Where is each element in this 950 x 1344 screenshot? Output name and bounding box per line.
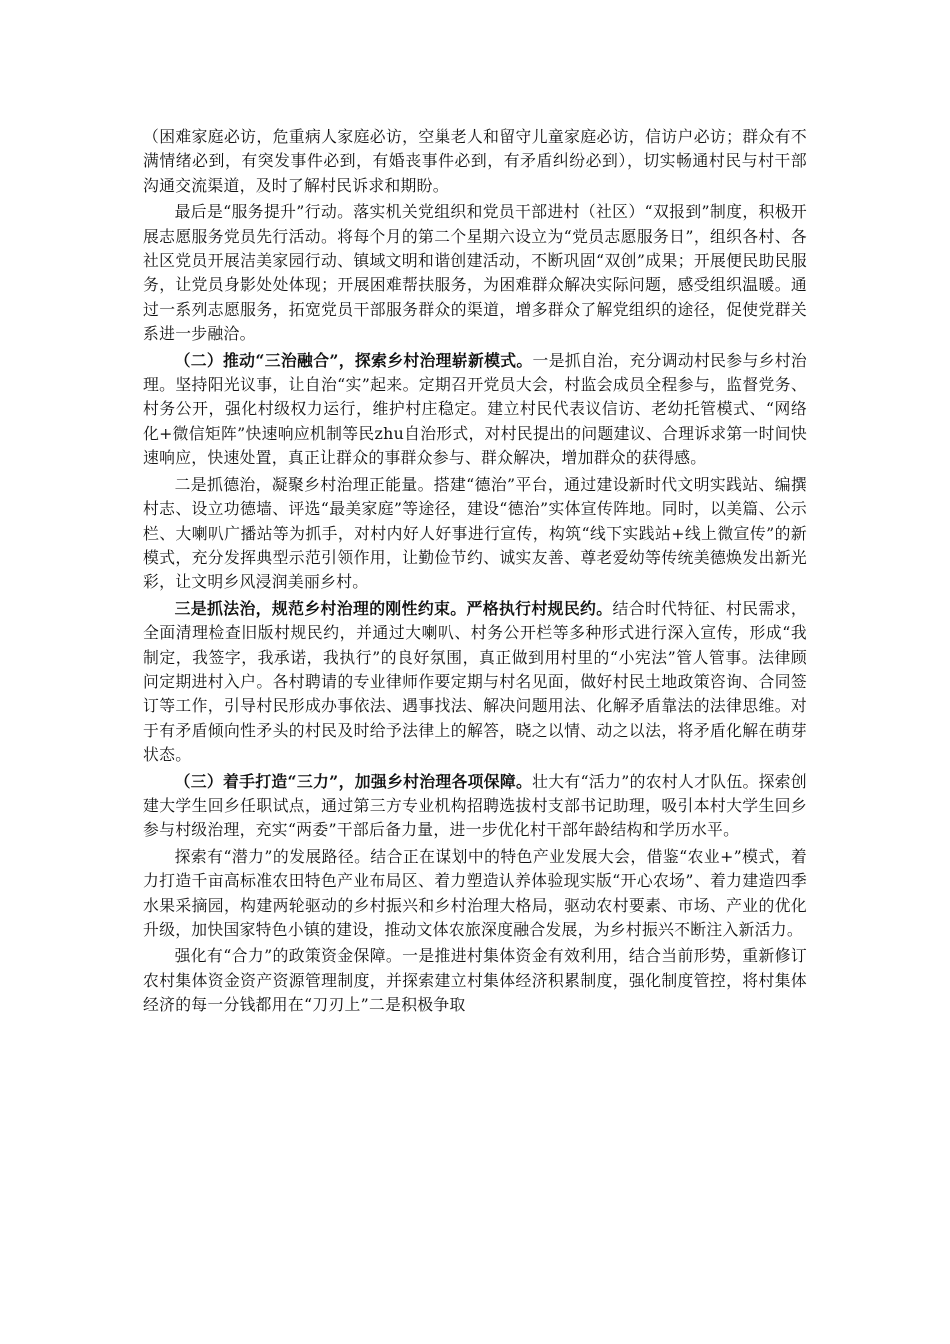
paragraph-6: [143, 770, 807, 843]
paragraph-text: 一是抓自治，充分调动村民参与乡村治理。坚持阳光议事，让自治“实”起来。定期召开党员大会，村监会成员全程参与，监督党务、村务公开，强化村级权力运行，维护村庄稳定。建立村民代表议信访、老幼托管模式、“网络化+微信矩阵”快速响应机制等民zhu自治形式，对村民提出的问题建议、合理诉求第一时间快速响应，快速处置，真正让群众的事群众参与、群众解决，增加群众的获得感。: [143, 350, 807, 468]
paragraph-5: [143, 597, 807, 768]
paragraph-text: 二是抓德治，凝聚乡村治理正能量。搭建“德治”平台，通过建设新时代文明实践站、编撰村志、设立功德墙、评选“最美家庭”等途径，建设“德治”实体宣传阵地。同时，以美篇、公示栏、大喇叭广播站等为抓手，对村内好人好事进行宣传，构筑“线下实践站+线上微宣传”的新模式，充分发挥典型示范引领作用，让勤俭节约、诚实友善、尊老爱幼等传统美德焕发出新光彩，让文明乡风浸润美丽乡村。: [143, 474, 807, 592]
paragraph-text: 壮大有“活力”的农村人才队伍。探索创建大学生回乡任职试点，通过第三方专业机构招聘选拔村支部书记助理，吸引本村大学生回乡参与村级治理，充实“两委”干部后备力量，进一步优化村干部年龄结构和学历水平。: [143, 771, 807, 840]
section-heading-san-zhi-rong-he: （二）推动“三治融合”，探索乡村治理崭新模式。: [174, 350, 533, 370]
paragraph-text: 强化有“合力”的政策资金保障。一是推进村集体资金有效利用，结合当前形势，重新修订农村集体资金资产资源管理制度，并探索建立村集体经济积累制度，强化制度管控，将村集体经济的每一分钱都用在“刀刃上”二是积极争取: [143, 946, 807, 1015]
paragraph-text: 最后是“服务提升”行动。落实机关党组织和党员干部进村（社区）“双报到”制度，积极开展志愿服务党员先行活动。将每个月的第二个星期六设立为“党员志愿服务日”，组织各村、各社区党员开展洁美家园行动、镇域文明和谐创建活动，不断巩固“双创”成果；开展便民助民服务，让党员身影处处体现；开展困难帮扶服务，为困难群众解决实际问题，感受组织温暖。通过一系列志愿服务，拓宽党员干部服务群众的渠道，增多群众了解党组织的途径，促使党群关系进一步融洽。: [143, 202, 807, 344]
section-heading-san-li: （三）着手打造“三力”，加强乡村治理各项保障。: [174, 771, 533, 791]
paragraph-text: 探索有“潜力”的发展路径。结合正在谋划中的特色产业发展大会，借鉴“农业+”模式，着力打造千亩高标准农田特色产业布局区、着力塑造认养体验现实版“开心农场”、着力建造四季水果采摘园，构建两轮驱动的乡村振兴和乡村治理大格局，驱动农村要素、市场、产业的优化升级，加快国家特色小镇的建设，推动文体农旅深度融合发展，为乡村振兴不断注入新活力。: [143, 846, 807, 939]
paragraph-4: [143, 473, 807, 595]
section-heading-fa-zhi: 三是抓法治，规范乡村治理的刚性约束。严格执行村规民约。: [174, 598, 613, 618]
paragraph-text: （困难家庭必访，危重病人家庭必访，空巢老人和留守儿童家庭必访，信访户必访；群众有不满情绪必到，有突发事件必到，有婚丧事件必到，有矛盾纠纷必到），切实畅通村民与村干部沟通交流渠道，及时了解村民诉求和期盼。: [143, 127, 807, 195]
document-page: [143, 125, 807, 1020]
paragraph-7: [143, 845, 807, 943]
paragraph-2: [143, 200, 807, 346]
paragraph-1: [143, 125, 807, 198]
paragraph-3: [143, 349, 807, 471]
paragraph-8: [143, 944, 807, 1017]
paragraph-text: 结合时代特征、村民需求，全面清理检查旧版村规民约，并通过大喇叭、村务公开栏等多种形式进行深入宣传，形成“我制定，我签字，我承诺，我执行”的良好氛围，真正做到用村里的“小宪法”管人管事。法律顾问定期进村入户。各村聘请的专业律师作要定期与村名见面，做好村民土地政策咨询、合同签订等工作，引导村民形成办事依法、遇事找法、解决问题用法、化解矛盾靠法的法律思维。对于有矛盾倾向性矛头的村民及时给予法律上的解答，晓之以情、动之以法，将矛盾化解在萌芽状态。: [143, 598, 807, 765]
